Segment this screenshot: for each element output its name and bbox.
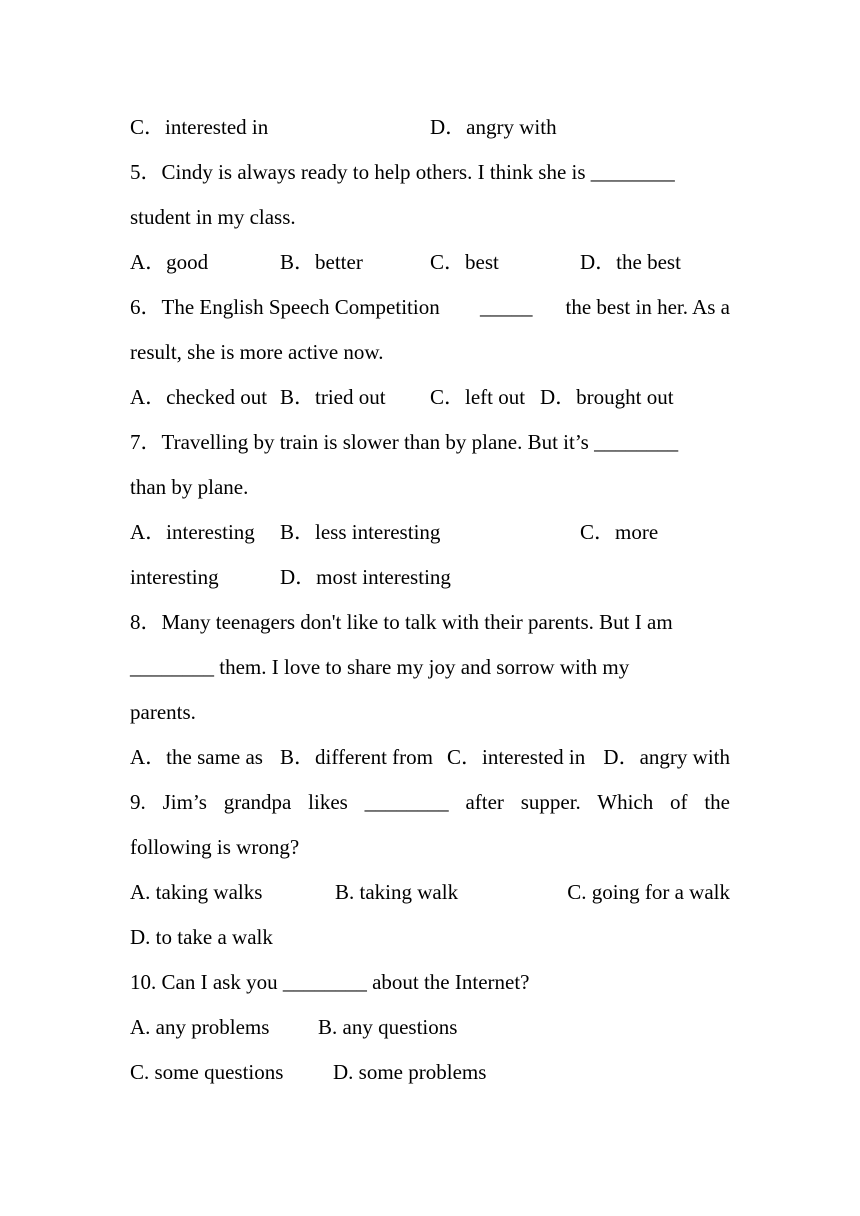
q9-options-line2 [130,915,730,960]
q7-option-b: B．less interesting [280,520,441,544]
q6-stem-line2: result, she is more active now. [130,340,384,364]
q4-option-c: C．interested in [130,115,269,139]
q8-options-line [130,735,730,780]
q8-option-a: A．the same as [130,745,263,769]
q9-stem-line1: 9. Jim’s grandpa likes ________ after supper. Which of the [130,790,730,814]
q6-options-line [130,375,730,420]
q7-option-c-continued: interesting [130,565,219,589]
q6-stem-suffix: the best in her. As a [565,295,730,319]
q8-option-d: D．angry with [603,745,730,769]
q10-options-line1 [130,1005,730,1050]
q7-options-line1 [130,510,730,555]
q5-option-d: D．the best [580,250,681,274]
q5-stem-line1: 5．Cindy is always ready to help others. I think she is ________ [130,160,675,184]
q5-option-c: C．best [430,250,499,274]
q4-options-line [130,105,730,150]
q10-option-a: A. any problems [130,1015,270,1039]
q6-stem-prefix: 6．The English Speech Competition [130,295,440,319]
q10-option-c: C. some questions [130,1060,284,1084]
q5-option-a: A．good [130,250,209,274]
q6-option-c: C．left out [430,385,526,409]
q6-option-a: A．checked out [130,385,268,409]
q7-option-a: A．interesting [130,520,255,544]
q9-option-b: B. taking walk [335,880,459,904]
q6-stem-line1 [130,285,730,330]
q7-stem-line1: 7．Travelling by train is slower than by plane. But it’s ________ [130,430,679,454]
q4-option-d: D．angry with [430,115,557,139]
q8-stem-line3: parents. [130,700,196,724]
q8-stem-line2: ________ them. I love to share my joy and sorrow with my [130,655,630,679]
q8-stem-line1: 8．Many teenagers don't like to talk with their parents. But I am [130,610,673,634]
q6-option-b: B．tried out [280,385,386,409]
q10-stem: 10. Can I ask you ________ about the Internet? [130,970,530,994]
q8-option-b: B．different from [280,745,433,769]
q7-option-d: D．most interesting [280,565,451,589]
q9-options-line1 [130,870,730,915]
q7-options-line2 [130,555,730,600]
q9-stem-line2: following is wrong? [130,835,300,859]
q10-option-b: B. any questions [318,1015,458,1039]
q10-option-d: D. some problems [333,1060,487,1084]
q6-blank: _____ [480,295,533,319]
q7-option-c: C．more [580,520,659,544]
q9-option-d: D. to take a walk [130,925,273,949]
q7-stem-line2: than by plane. [130,475,249,499]
q10-options-line2 [130,1050,730,1095]
q5-option-b: B．better [280,250,363,274]
q5-stem-line2: student in my class. [130,205,296,229]
q5-options-line [130,240,730,285]
q8-option-c: C．interested in [447,745,586,769]
q6-option-d: D．brought out [540,385,674,409]
q9-option-c: C. going for a walk [567,880,730,904]
q9-option-a: A. taking walks [130,880,263,904]
